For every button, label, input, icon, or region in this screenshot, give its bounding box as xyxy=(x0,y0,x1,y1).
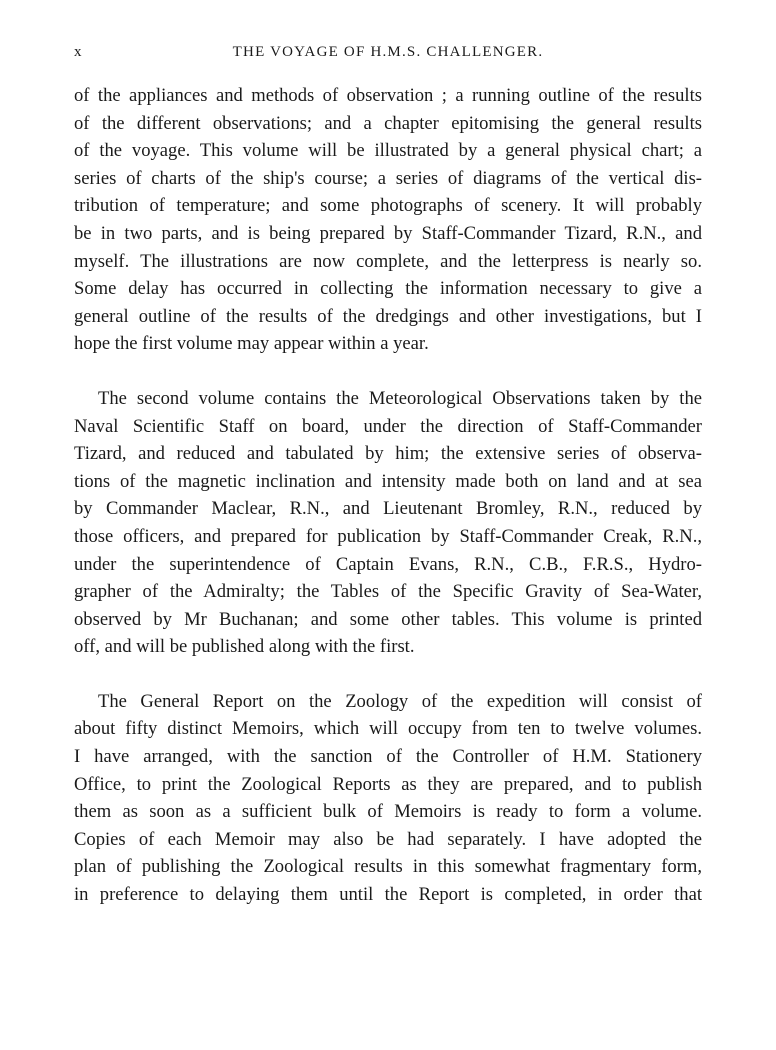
text-line: under the superintendence of Captain Evans, R.N., C.B., F.R.S., Hydro- xyxy=(74,553,702,575)
text-line: series of charts of the ship's course; a series of diagrams of the vertical dis- xyxy=(74,167,702,189)
text-line: The second volume contains the Meteorological Observations taken by the xyxy=(98,387,702,409)
text-line: of the appliances and methods of observation ; a running outline of the results xyxy=(74,85,702,106)
text-line: them as soon as a sufficient bulk of Memoirs is ready to form a volume. xyxy=(74,801,702,823)
text-line: about fifty distinct Memoirs, which will occupy from ten to twelve volumes. xyxy=(74,718,702,740)
text-line: Naval Scientific Staff on board, under the direction of Staff-Commander xyxy=(74,415,702,437)
page-number: x xyxy=(74,44,83,60)
text-line: I have arranged, with the sanction of the Controller of H.M. Stationery xyxy=(74,746,702,768)
running-head-title: THE VOYAGE OF H.M.S. CHALLENGER. xyxy=(232,44,544,60)
text-line: tribution of temperature; and some photographs of scenery. It will probably xyxy=(74,195,702,217)
text-line: be in two parts, and is being prepared by Staff-Commander Tizard, R.N., and xyxy=(74,222,702,244)
running-head xyxy=(74,44,702,66)
paragraph-2 xyxy=(74,385,702,661)
text-line: of the voyage. This volume will be illustrated by a general physical chart; a xyxy=(74,140,702,162)
text-line: Copies of each Memoir may also be had separately. I have adopted the xyxy=(74,828,702,850)
text-line: by Commander Maclear, R.N., and Lieutenant Bromley, R.N., reduced by xyxy=(74,498,702,520)
text-line: Tizard, and reduced and tabulated by him; the extensive series of observa- xyxy=(74,443,702,465)
text-line: grapher of the Admiralty; the Tables of the Specific Gravity of Sea-Water, xyxy=(74,581,702,603)
paragraph-1 xyxy=(74,82,702,358)
text-line: The General Report on the Zoology of the expedition will consist of xyxy=(98,690,702,712)
paragraph-3 xyxy=(74,688,702,909)
text-line: in preference to delaying them until the Report is completed, in order that xyxy=(74,884,702,906)
text-line: tions of the magnetic inclination and intensity made both on land and at sea xyxy=(74,470,702,492)
text-line: general outline of the results of the dredgings and other investigations, but I xyxy=(74,305,702,327)
body-text xyxy=(74,82,702,936)
text-line: those officers, and prepared for publication by Staff-Commander Creak, R.N., xyxy=(74,525,702,547)
text-line: myself. The illustrations are now complete, and the letterpress is nearly so. xyxy=(74,250,702,272)
text-line: Some delay has occurred in collecting the information necessary to give a xyxy=(74,278,702,300)
text-line: off, and will be published along with the first. xyxy=(74,636,415,658)
text-line: plan of publishing the Zoological results in this somewhat fragmentary form, xyxy=(74,856,702,878)
text-line: of the different observations; and a chapter epitomising the general results xyxy=(74,112,702,134)
text-line: hope the first volume may appear within a year. xyxy=(74,333,429,355)
text-line: Office, to print the Zoological Reports as they are prepared, and to publish xyxy=(74,773,702,795)
text-line: observed by Mr Buchanan; and some other tables. This volume is printed xyxy=(74,608,702,630)
